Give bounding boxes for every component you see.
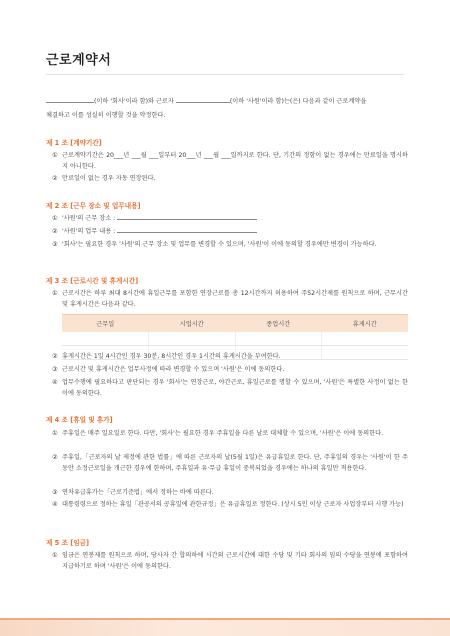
intro-line-1: [46, 96, 366, 107]
item-number: ②: [52, 228, 58, 235]
section-2-item-3: [52, 239, 408, 250]
item-number: ①: [52, 430, 58, 437]
section-heading-4: 제 4 조 [휴일 및 휴가]: [46, 416, 113, 424]
section-4-item-2: [52, 452, 408, 474]
intro-text-a: (이하 '회사'이라 함)와 근로자: [94, 98, 174, 105]
job-description-field[interactable]: [117, 226, 257, 233]
employee-name-blank[interactable]: [176, 96, 230, 103]
item-text: 만료일이 없는 경우 자동 연장된다.: [62, 175, 156, 182]
item-text: '사원'의 근무 장소 :: [62, 215, 116, 222]
title-divider: [46, 74, 404, 75]
item-text: 연차유급휴가는「근로기준법」에서 정하는 바에 따른다.: [62, 489, 214, 496]
table-header-start-time: 시업시간: [179, 321, 204, 328]
item-text: 주휴일,「근로자의 날 제정에 관한 법률」에 따른 근로자의 날(5월 1일)은 유급휴일로 한다. 단, 주휴일의 경우는 '사원'이 한 주 동안 소정근로일을 개근한 경우에 한하며, 주휴일과 유·무급 휴일이 중복되었을 경우에는 하나의 휴일만 적용한다.: [62, 454, 408, 472]
section-3-item-2: [52, 351, 408, 362]
table-cell[interactable]: [236, 332, 323, 345]
item-text: 임금은 연봉제를 원칙으로 하며, 당사자 간 합의하에 시간외 근로시간에 대한 수당 및 기타 회사의 임의 수당을 연봉에 포함하여 지급하기로 하며 '사원'은 이에 동의한다.: [62, 552, 408, 570]
item-text: 근로계약기간은 20___년 ___월 ___일부터 20___년 ___월 ___일까지로 한다. 단, 기간의 정함이 없는 경우에는 만료일을 명시하지 아니한다.: [62, 152, 408, 170]
intro-line-2: 체결하고 이를 성실히 이행할 것을 약정한다.: [46, 112, 166, 119]
page-title: 근로계약서: [46, 53, 112, 68]
table-row: [62, 332, 408, 346]
section-3-item-3: [52, 364, 408, 375]
section-3-item-4: [52, 377, 408, 399]
work-location-field[interactable]: [117, 213, 257, 220]
item-text: 근로시간은 하루 최대 8시간에 휴일근무를 포함한 연장근로를 총 12시간까지 허용하여 주52시간제를 원칙으로 하며, 근무시간 및 휴게시간은 다음과 같다.: [62, 290, 408, 308]
section-2-item-1: [52, 213, 408, 224]
item-number: ③: [52, 366, 58, 373]
section-2-item-2: [52, 226, 408, 237]
section-1-item-2: [52, 173, 408, 184]
section-heading-1: 제 1 조 [계약기간]: [46, 139, 102, 147]
company-name-blank[interactable]: [46, 96, 94, 103]
footer-accent-line: [0, 618, 450, 620]
item-number: ③: [52, 489, 58, 496]
section-4-item-3: [52, 487, 408, 498]
item-number: ③: [52, 241, 58, 248]
item-text: '회사'는 필요한 경우 '사원'의 근무 장소 및 업무를 변경할 수 있으며, '사원'이 이에 동의할 경우에만 변경이 가능하다.: [62, 241, 377, 248]
item-number: ④: [52, 379, 58, 386]
item-number: ①: [52, 152, 58, 159]
item-text: 업무수행에 필요하다고 판단되는 경우 '회사'는 연장근로, 야간근로, 휴일근로를 명할 수 있으며, '사원'은 특별한 사정이 없는 한 이에 동의한다.: [62, 379, 408, 397]
section-5-item-1: [52, 550, 408, 572]
section-heading-2: 제 2 조 [근무 장소 및 업무내용]: [46, 202, 141, 210]
intro-text-b: (이하 '사원'이라 함)는(은) 다음과 같이 근로계약을: [229, 98, 367, 105]
table-header-row: [62, 314, 408, 332]
table-header-break-time: 휴게시간: [352, 321, 377, 328]
item-number: ②: [52, 454, 58, 461]
section-3-item-1: [52, 288, 408, 310]
item-number: ①: [52, 215, 58, 222]
item-text: 대통령령으로 정하는 휴일「관공서의 공휴일에 관한규정」은 유급휴일로 정한다. (상시 5인 이상 근로자 사업장부터 시행 가능): [62, 501, 404, 508]
table-cell[interactable]: [322, 332, 408, 345]
table-cell[interactable]: [62, 332, 149, 345]
table-header-end-time: 종업시간: [266, 321, 291, 328]
item-text: 휴게시간은 1일 4시간인 경우 30분, 8시간인 경우 1시간의 휴게시간을 부여한다.: [62, 353, 281, 360]
table-cell[interactable]: [149, 332, 236, 345]
item-text: 근로시간 및 휴게시간은 업무사정에 따라 변경할 수 있으며 '사원'은 이에 동의한다.: [62, 366, 285, 373]
item-number: ②: [52, 353, 58, 360]
item-number: ②: [52, 175, 58, 182]
section-4-item-4: [52, 499, 408, 510]
item-number: ④: [52, 501, 58, 508]
footer-band: [0, 618, 450, 636]
item-number: ①: [52, 290, 58, 297]
item-number: ①: [52, 552, 58, 559]
section-heading-5: 제 5 조 [임금]: [46, 539, 89, 547]
section-heading-3: 제 3 조 [근로시간 및 휴게시간]: [46, 277, 139, 285]
table-header-workday: 근무일: [96, 321, 115, 328]
item-text: '사원'의 업무 내용 :: [62, 228, 116, 235]
section-1-item-1: [52, 150, 408, 172]
item-text: 주휴일은 매주 일요일로 한다. 다만, '회사'는 필요한 경우 주휴일을 다른 날로 대체할 수 있으며, '사원'은 이에 동의한다.: [62, 430, 384, 437]
section-4-item-1: [52, 428, 408, 439]
